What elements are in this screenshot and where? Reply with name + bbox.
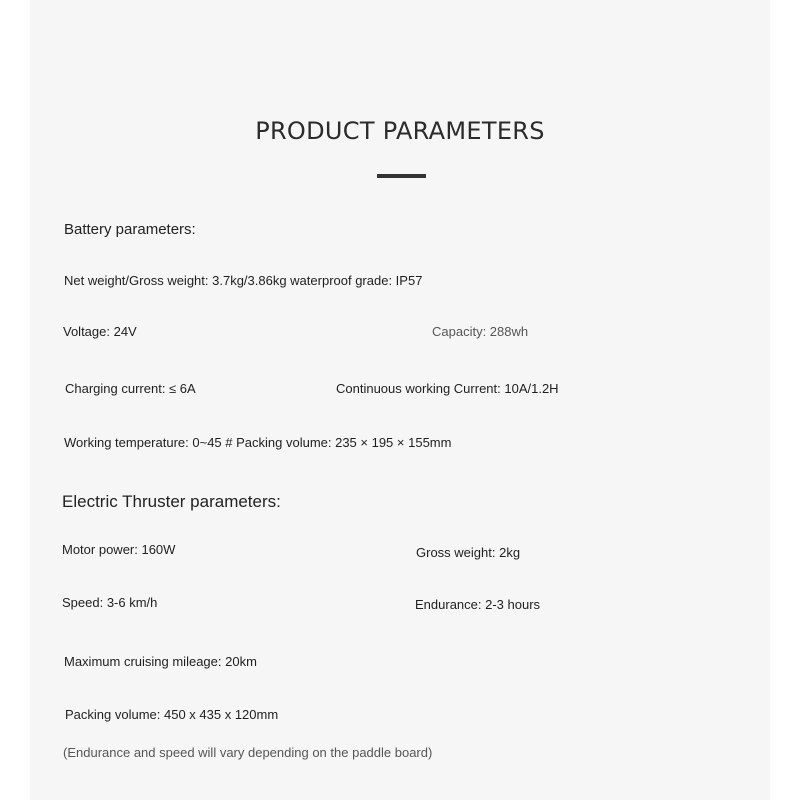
thruster-note: (Endurance and speed will vary depending on the paddle board) (63, 745, 433, 760)
thruster-motor-power: Motor power: 160W (62, 542, 176, 557)
thruster-packing-volume: Packing volume: 450 x 435 x 120mm (65, 707, 279, 722)
battery-voltage: Voltage: 24V (63, 324, 137, 339)
battery-temperature-packing: Working temperature: 0~45 # Packing volume: 235 × 195 × 155mm (64, 435, 452, 450)
thruster-heading: Electric Thruster parameters: (62, 492, 281, 511)
page-title: PRODUCT PARAMETERS (255, 117, 545, 145)
thruster-speed: Speed: 3-6 km/h (62, 595, 158, 610)
battery-heading: Battery parameters: (64, 221, 196, 238)
battery-weight: Net weight/Gross weight: 3.7kg/3.86kg waterproof grade: IP57 (64, 273, 423, 288)
thruster-endurance: Endurance: 2-3 hours (415, 597, 541, 612)
battery-capacity: Capacity: 288wh (432, 324, 529, 339)
thruster-gross-weight: Gross weight: 2kg (416, 545, 521, 560)
thruster-mileage: Maximum cruising mileage: 20km (64, 654, 257, 669)
battery-continuous-current: Continuous working Current: 10A/1.2H (336, 381, 559, 396)
title-underline (377, 174, 426, 178)
battery-charging-current: Charging current: ≤ 6A (65, 381, 196, 396)
